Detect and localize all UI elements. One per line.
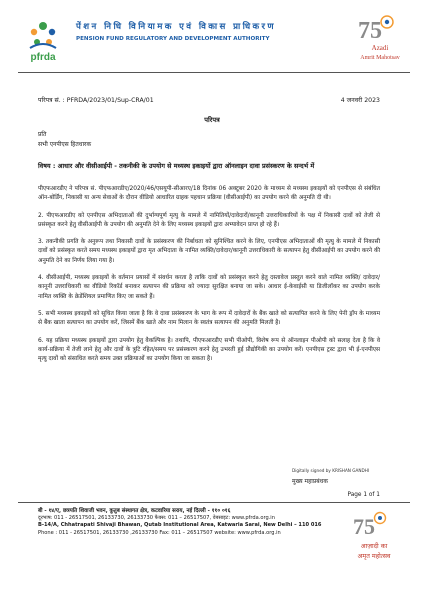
digital-signature-note: Digitally signed by KRISHAN GANDHI [292,468,370,473]
circular-body [38,185,380,372]
azadi-ka-amrit-mahotsav-footer-logo [340,508,402,564]
paragraph-3: 3. तकनीकी प्रगति के अनुरूप तथा निकासी दावों के प्रसंस्करण की निर्बाधता को सुनिश्चित करने के लिए, एनपीएस अभिदाताओं की मृत्यु के मामले में निकासी दावों को प्रसंस्कृत करते समय मध्यस्थ इकाइयों द्वारा मृत अभिदाता के नामित व्यक्ति/दावेदार/कानूनी उत्तराधिकारी के सत्यापन हेतु वीसीआईपी का उपयोग करने की अनुमति देने का निर्णय लिया गया है। [38,239,380,264]
footer-address [38,508,338,537]
circular-reference-number: परिपत्र सं. : PFRDA/2023/01/Sup-CRA/01 [38,97,154,104]
azadi-amrit-mahotsav-logo [340,10,410,68]
circular-date: 4 जनवरी 2023 [340,97,380,104]
paragraph-5: 5. सभी मध्यस्थ इकाइयों को सूचित किया जाता है कि वे दावा प्रसंस्करण के भाग के रूप में दावेदारों के बैंक खाते को सत्यापित करने के लिए पेनी ड्रॉप के माध्यम से बैंक खाता सत्यापन का उपयोग करें, जिसमें बैंक खाते और नाम मिलान के स्वतंत्र सत्यापन की अनुमति मिलती है। [38,310,380,327]
azadi-line2: Amrit Mahotsav [360,55,400,61]
reference-line [38,95,380,105]
organisation-name [76,20,334,42]
azadi-line1: Azadi [371,44,389,52]
paragraph-2: 2. पीएफआरडीए को एनपीएस अभिदाताओं की दुर्भाग्यपूर्ण मृत्यु के मामले में नामितियों/दावेदारों/कानूनी उत्तराधिकारियों के पक्ष में निकासी दावों को तेजी से प्रसंस्कृत करने हेतु वीसीआईपी के उपयोग की अनुमति देने के लिए मध्यस्थ इकाइयों द्वारा अभ्यावेदन प्राप्त हो रहे हैं। [38,212,380,228]
signatory-designation: मुख्य महाप्रबंधक [292,478,328,486]
signature-block [292,468,378,485]
footer-contact-english: Phone : 011 - 26517501, 26133730 ,26133730 Fax: 011 – 26517507 website: www.pfrda.org.in [38,529,281,536]
document-title: परिपत्र [204,116,220,124]
paragraph-4: 4. वीसीआईपी, मध्यस्थ इकाइयों के वर्तमान प्रयासों में संवर्धन करता है ताकि दावों को प्रसंस्कृत करने हेतु दस्तावेज प्रस्तुत करने वाले नामित व्यक्ति/ दावेदार/कानूनी उत्तराधिकारी का वीडियो रिकॉर्ड बनाकर सत्यापन की प्रक्रिया को ज्यादा सुरक्षित बनाया जा सके। आधार ई-केवाईसी या डिजीलॉकर का उपयोग करके नामित व्यक्ति के क्रेडेंशियल प्रमाणित किए जा सकते हैं। [38,275,380,300]
footer-logo-line1: आज़ादी का [360,542,388,550]
footer-address-english: B-14/A, Chhatrapati Shivaji Bhawan, Qutab Institutional Area, Katwaria Sarai, New Delhi – 110 016 [38,522,322,529]
azadi-years: 75 [358,18,382,44]
header-divider [18,72,410,73]
addressee-name: सभी एनपीएस हितधारक [38,141,92,148]
footer-divider [18,502,410,503]
org-name-english: PENSION FUND REGULATORY AND DEVELOPMENT AUTHORITY [76,36,270,42]
addressee-prefix: प्रति [38,131,47,138]
paragraph-1: पीएफआरडीए ने परिपत्र सं. पीएफआरडीए/2020/46/एसयूपी-सीआरए/18 दिनांक 06 अक्टूबर 2020 के माध्यम से मध्यस्थ इकाइयों को एनपीएस से संबंधित ऑन-बोर्डिंग, निकासी या अन्य सेवाओं के दौरान वीडियो आधारित ग्राहक पहचान प्रक्रिया (वीसीआईपी) का उपयोग करने की अनुमति दी थी। [38,186,380,202]
page-number: Page 1 of 1 [347,492,380,498]
subject-line: विषय : आधार और वीसीआईपी - तकनीकी के उपयोग से मध्यस्थ इकाइयों द्वारा ऑनलाइन दावा प्रसंस्करण के सन्दर्भ में [38,162,315,170]
addressee [38,130,91,150]
footer-contact-hindi: दूरभाष: 011 - 26517501, 26133730, 26133730 फैक्स: 011 – 26517507, वेबसाइट: www.pfrda.org.in [38,515,275,522]
footer-address-hindi: बी - १४/ए, छत्रपति शिवाजी भवन, कुतुब संस्थागत क्षेत्र, कटवारिया सराय, नई दिल्ली - ११० ०१६ [38,508,231,514]
footer-logo-line2: अमृत महोत्सव [357,552,391,560]
footer-logo-years: 75 [353,514,375,539]
org-name-hindi: पेंशन निधि विनियामक एवं विकास प्राधिकरण [76,22,277,32]
pfrda-logo-icon [20,12,66,68]
letterhead [20,10,410,70]
paragraph-6: 6. यह प्रक्रिया मध्यस्थ इकाइयों द्वारा उपयोग हेतु वैकल्पिक है। तथापि, पीएफआरडीए सभी पीओपी, विशेष रूप से ऑनलाइन पीओपी को सलाह देता है कि वे कार्य-प्रक्रिया में तेजी लाने हेतु और दावों के त्रुटि रहित/समय पर प्रसंस्करण करने हेतु उभरती हुई प्रौद्योगिकी का उपयोग करें। एनपीएस ट्रस्ट द्वारा भी ई-एनपीएस मृत्यु दावों को संसाधित करते समय उक्त प्रक्रियाओं का उपयोग किया जा सकता है। [38,337,380,363]
logo-text: pfrda [30,52,56,63]
